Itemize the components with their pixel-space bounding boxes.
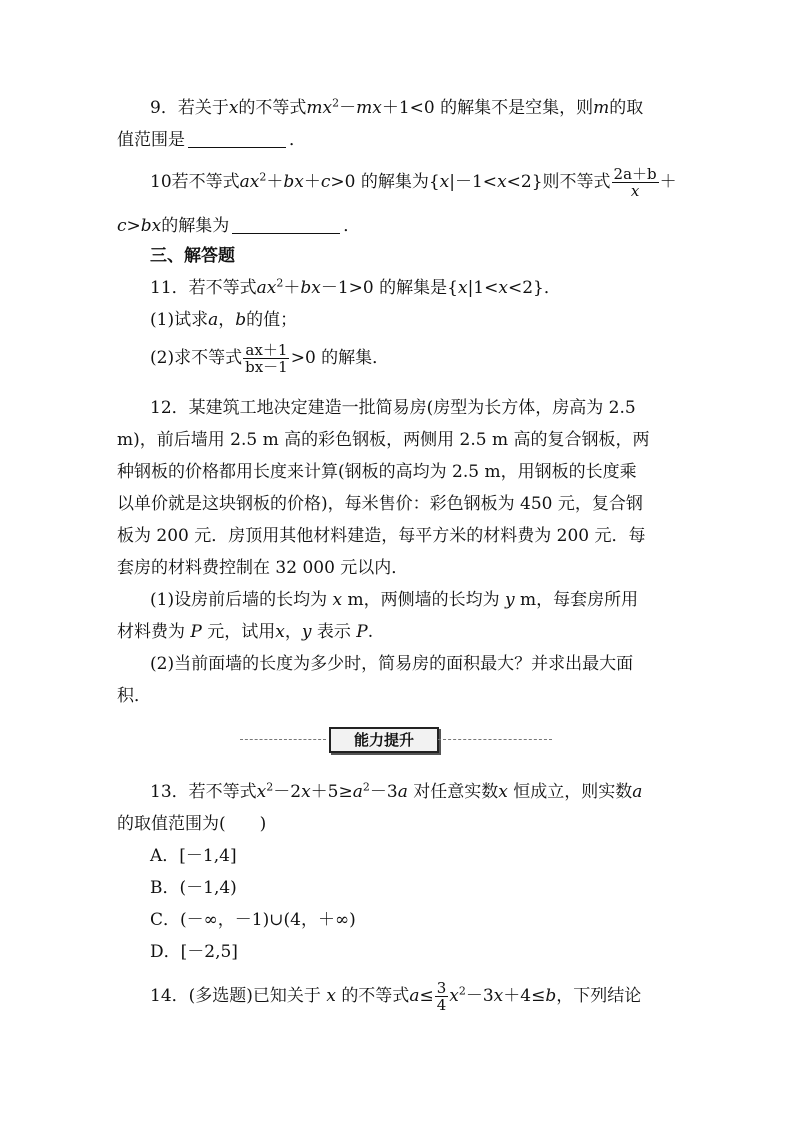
fraction: $\frac{2a+b}{x}$ [613, 165, 657, 200]
answer-blank [232, 217, 340, 234]
q12-part-2-line-2: 积． [117, 686, 151, 706]
q10-line-1: 10若不等式$ax^2+bx+c>0$ 的解集为{x|－1<x<2}则不等式 $\frac{2a+b}{x}$ ＋ [150, 165, 677, 200]
fraction: $\frac{3}{4}$ [436, 979, 447, 1014]
divider-badge: 能力提升 [329, 727, 439, 753]
q13-line-2: 的取值范围为( ) [117, 814, 267, 834]
q12-line-6: 套房的材料费控制在 32 000 元以内． [117, 558, 409, 578]
q10-line-2: c>bx的解集为 ． [117, 216, 361, 236]
q12-line-5: 板为 200 元．房顶用其他材料建造，每平方米的材料费为 200 元．每 [117, 526, 646, 546]
section-heading: 三、解答题 [150, 246, 235, 266]
fraction: $\frac{ax+1}{bx-1}$ [245, 341, 288, 376]
q12-line-4: 以单价就是这块钢板的价格)，每米售价：彩色钢板为 450 元，复合钢 [117, 494, 643, 514]
q9-line-2: 值范围是 ． [117, 130, 306, 150]
q11-part-1: (1)试求a，b的值； [150, 310, 298, 330]
q12-part-2-line-1: (2)当前面墙的长度为多少时，简易房的面积最大？并求出最大面 [150, 654, 634, 674]
q13-line-1: 13．若不等式$x^2-2x+5\ge a^2-3a$ 对任意实数x 恒成立，则实数a [150, 780, 643, 802]
q13-option-c: C．(－∞，－1)∪(4，＋∞) [150, 910, 356, 930]
divider-dash-left [240, 739, 326, 740]
q13-option-d: D．[－2,5] [150, 942, 238, 962]
divider-dash-right [438, 739, 552, 740]
q13-option-b: B．(－1,4) [150, 878, 237, 898]
q12-line-2: m)，前后墙用 2.5 m 高的彩色钢板，两侧用 2.5 m 高的复合钢板，两 [117, 430, 650, 450]
q11-line-1: 11．若不等式$ax^2+bx-1>0$ 的解集是{x|1<x<2}． [150, 276, 561, 298]
q12-part-1-line-1: (1)设房前后墙的长均为 x m，两侧墙的长均为 y m，每套房所用 [150, 590, 639, 610]
q11-part-2: (2)求不等式 $\frac{ax+1}{bx-1}$ >0 的解集． [150, 341, 390, 376]
q12-line-1: 12．某建筑工地决定建造一批简易房(房型为长方体，房高为 2.5 [150, 398, 636, 418]
q9-line-1: 9．若关于x的不等式$mx^2-mx+1<0$ 的解集不是空集，则m的取 [150, 96, 644, 118]
answer-blank [188, 131, 286, 148]
q12-part-1-line-2: 材料费为 P 元，试用x，y 表示 P. [117, 622, 374, 642]
q13-option-a: A．[－1,4] [150, 846, 237, 866]
q12-line-3: 种钢板的价格都用长度来计算(钢板的高均为 2.5 m，用钢板的长度乘 [117, 462, 637, 482]
section-divider [240, 727, 552, 753]
q14-line-1: 14．(多选题)已知关于 x 的不等式a≤ $\frac{3}{4}$ $x^2-3x+4\le b$，下列结论 [150, 979, 642, 1014]
